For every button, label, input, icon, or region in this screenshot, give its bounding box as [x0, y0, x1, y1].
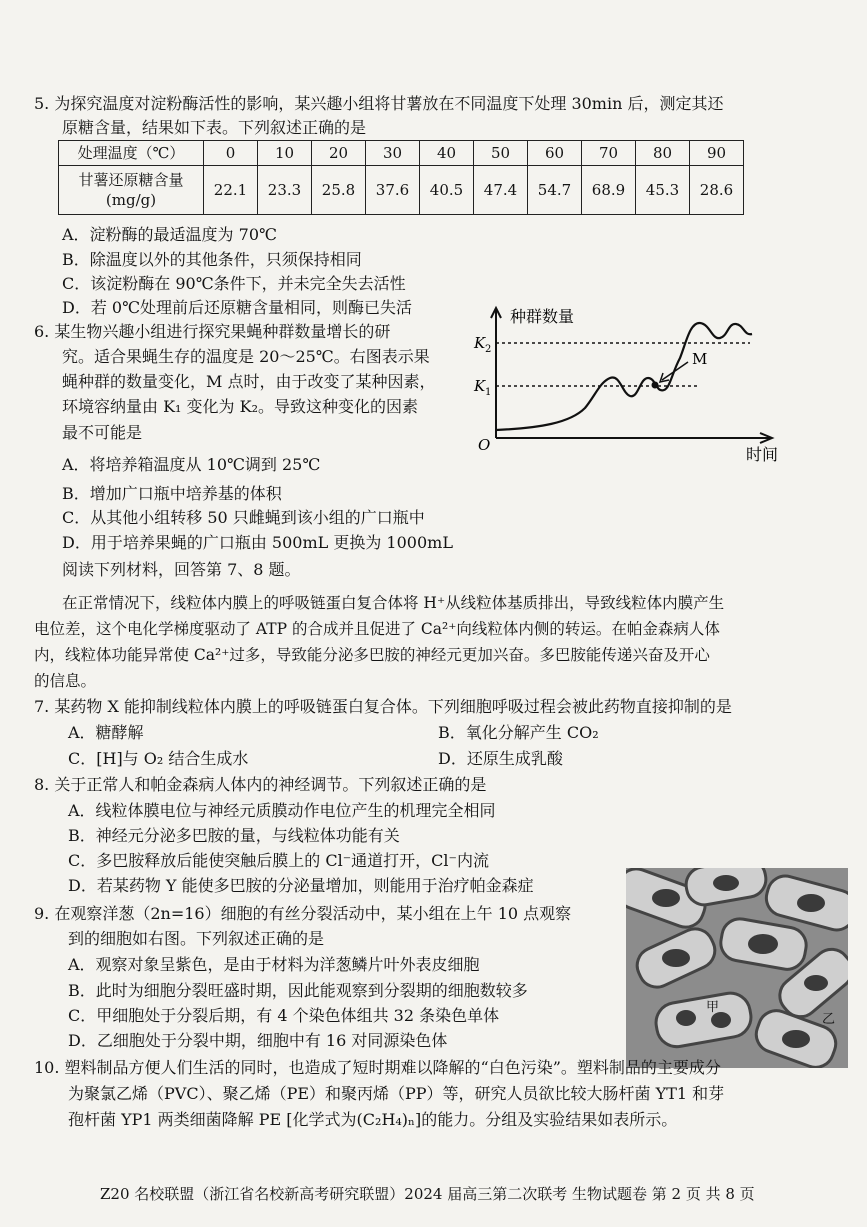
table-row-label: [59, 166, 204, 215]
q9-micrograph: [626, 868, 848, 1068]
table-row: [59, 141, 744, 166]
table-row: [59, 166, 744, 215]
graph-origin-label: O: [478, 436, 491, 454]
q6-population-graph: [460, 298, 790, 468]
table-cell: 37.6: [366, 166, 420, 215]
point-m-marker: [652, 382, 659, 389]
material-para-line1: 在正常情况下，线粒体内膜上的呼吸链蛋白复合体将 H⁺从线粒体基质排出，导致线粒体内膜产生: [62, 594, 725, 612]
graph-k1-subscript: 1: [485, 387, 492, 398]
q7-option-d: D．还原生成乳酸: [438, 749, 563, 768]
table-cell: 23.3: [258, 166, 312, 215]
material-para-line2: 电位差，这个电化学梯度驱动了 ATP 的合成并且促进了 Ca²⁺向线粒体内侧的转运。在帕金森病人体: [34, 620, 720, 638]
q10-stem-line3: 孢杆菌 YP1 两类细菌降解 PE [化学式为(C₂H₄)ₙ]的能力。分组及实验结果如表所示。: [68, 1110, 678, 1129]
q6-stem-line4: 环境容纳量由 K₁ 变化为 K₂。导致这种变化的因素: [62, 397, 418, 416]
q7-option-a: A．糖酵解: [68, 723, 144, 742]
q9-option-a: A．观察对象呈紫色，是由于材料为洋葱鳞片叶外表皮细胞: [68, 955, 480, 974]
micrograph-cells: [626, 868, 848, 1068]
table-header-label: 处理温度（℃）: [59, 141, 204, 166]
table-cell: 40.5: [420, 166, 474, 215]
table-cell: 50: [474, 141, 528, 166]
q9-stem-line1: 9. 在观察洋葱（2n=16）细胞的有丝分裂活动中，某小组在上午 10 点观察: [34, 904, 572, 923]
graph-k2-subscript: 2: [485, 344, 492, 355]
q5-data-table: [58, 140, 744, 215]
table-cell: 10: [258, 141, 312, 166]
q5-option-b: B．除温度以外的其他条件，只须保持相同: [62, 250, 362, 269]
graph-k2-label: K: [474, 334, 486, 352]
table-cell: 0: [204, 141, 258, 166]
q8-option-a: A．线粒体膜电位与神经元质膜动作电位产生的机理完全相同: [68, 801, 496, 820]
q5-stem-line1: 5. 为探究温度对淀粉酶活性的影响，某兴趣小组将甘薯放在不同温度下处理 30min 后，测定其还: [34, 94, 724, 113]
q8-option-d: D．若某药物 Y 能使多巴胺的分泌量增加，则能用于治疗帕金森症: [68, 876, 534, 895]
q9-option-c: C．甲细胞处于分裂后期，有 4 个染色体组共 32 条染色单体: [68, 1006, 500, 1025]
point-m-pointer: [662, 362, 688, 380]
q6-option-d: D．用于培养果蝇的广口瓶由 500mL 更换为 1000mL: [62, 533, 453, 552]
table-cell: 22.1: [204, 166, 258, 215]
q5-option-a: A．淀粉酶的最适温度为 70℃: [62, 225, 277, 244]
table-cell: 80: [636, 141, 690, 166]
table-cell: 45.3: [636, 166, 690, 215]
cell-label-jia: 甲: [706, 1000, 720, 1015]
table-cell: 25.8: [312, 166, 366, 215]
graph-x-label: 时间: [746, 445, 779, 464]
material-para-line3: 内，线粒体功能异常使 Ca²⁺过多，导致能分泌多巴胺的神经元更加兴奋。多巴胺能传递兴奋及开心: [34, 646, 710, 664]
table-cell: 60: [528, 141, 582, 166]
q7-option-c: C．[H]与 O₂ 结合生成水: [68, 749, 249, 768]
q8-option-c: C．多巴胺释放后能使突触后膜上的 Cl⁻通道打开，Cl⁻内流: [68, 851, 489, 870]
table-cell: 20: [312, 141, 366, 166]
population-curve: [496, 323, 752, 430]
table-cell: 70: [582, 141, 636, 166]
q6-option-c: C．从其他小组转移 50 只雌蝇到该小组的广口瓶中: [62, 508, 425, 527]
material-intro: 阅读下列材料，回答第 7、8 题。: [62, 560, 301, 579]
q5-option-d: D．若 0℃处理前后还原糖含量相同，则酶已失活: [62, 298, 412, 317]
table-cell: 40: [420, 141, 474, 166]
q6-stem-line5: 最不可能是: [62, 423, 143, 442]
row-label-line2: (mg/g): [105, 191, 157, 209]
q6-option-a: A．将培养箱温度从 10℃调到 25℃: [62, 455, 321, 474]
q9-option-d: D．乙细胞处于分裂中期，细胞中有 16 对同源染色体: [68, 1031, 448, 1050]
table-cell: 90: [690, 141, 744, 166]
q8-stem: 8. 关于正常人和帕金森病人体内的神经调节。下列叙述正确的是: [34, 775, 487, 794]
q6-stem-line2: 究。适合果蝇生存的温度是 20～25℃。右图表示果: [62, 347, 430, 366]
table-cell: 30: [366, 141, 420, 166]
row-label-line1: 甘薯还原糖含量: [78, 171, 184, 189]
q9-stem-line2: 到的细胞如右图。下列叙述正确的是: [68, 929, 325, 948]
material-para-line4: 的信息。: [34, 672, 97, 690]
q9-option-b: B．此时为细胞分裂旺盛时期，因此能观察到分裂期的细胞数较多: [68, 981, 528, 1000]
q6-option-b: B．增加广口瓶中培养基的体积: [62, 484, 282, 503]
q6-stem-line1: 6. 某生物兴趣小组进行探究果蝇种群数量增长的研: [34, 322, 391, 341]
q5-stem-line2: 原糖含量，结果如下表。下列叙述正确的是: [62, 118, 367, 137]
q10-stem-line1: 10. 塑料制品方便人们生活的同时，也造成了短时期难以降解的“白色污染”。塑料制品的主要成分: [34, 1058, 721, 1077]
table-cell: 68.9: [582, 166, 636, 215]
q7-stem: 7. 某药物 X 能抑制线粒体内膜上的呼吸链蛋白复合体。下列细胞呼吸过程会被此药物直接抑制的是: [34, 697, 732, 716]
cell-label-yi: 乙: [822, 1012, 836, 1027]
q10-stem-line2: 为聚氯乙烯（PVC）、聚乙烯（PE）和聚丙烯（PP）等，研究人员欲比较大肠杆菌 YT1 和芽: [68, 1084, 725, 1103]
q6-stem-line3: 蝇种群的数量变化，M 点时，由于改变了某种因素，: [62, 372, 436, 391]
graph-m-label: M: [692, 350, 708, 368]
q7-option-b: B．氧化分解产生 CO₂: [438, 723, 599, 742]
q8-option-b: B．神经元分泌多巴胺的量，与线粒体功能有关: [68, 826, 400, 845]
page-footer: Z20 名校联盟（浙江省名校新高考研究联盟）2024 届高三第二次联考 生物试题卷 第 2 页 共 8 页: [100, 1185, 755, 1203]
q5-option-c: C．该淀粉酶在 90℃条件下，并未完全失去活性: [62, 274, 406, 293]
table-cell: 54.7: [528, 166, 582, 215]
table-cell: 47.4: [474, 166, 528, 215]
graph-y-label: 种群数量: [510, 307, 575, 326]
graph-k1-label: K: [474, 377, 486, 395]
table-cell: 28.6: [690, 166, 744, 215]
